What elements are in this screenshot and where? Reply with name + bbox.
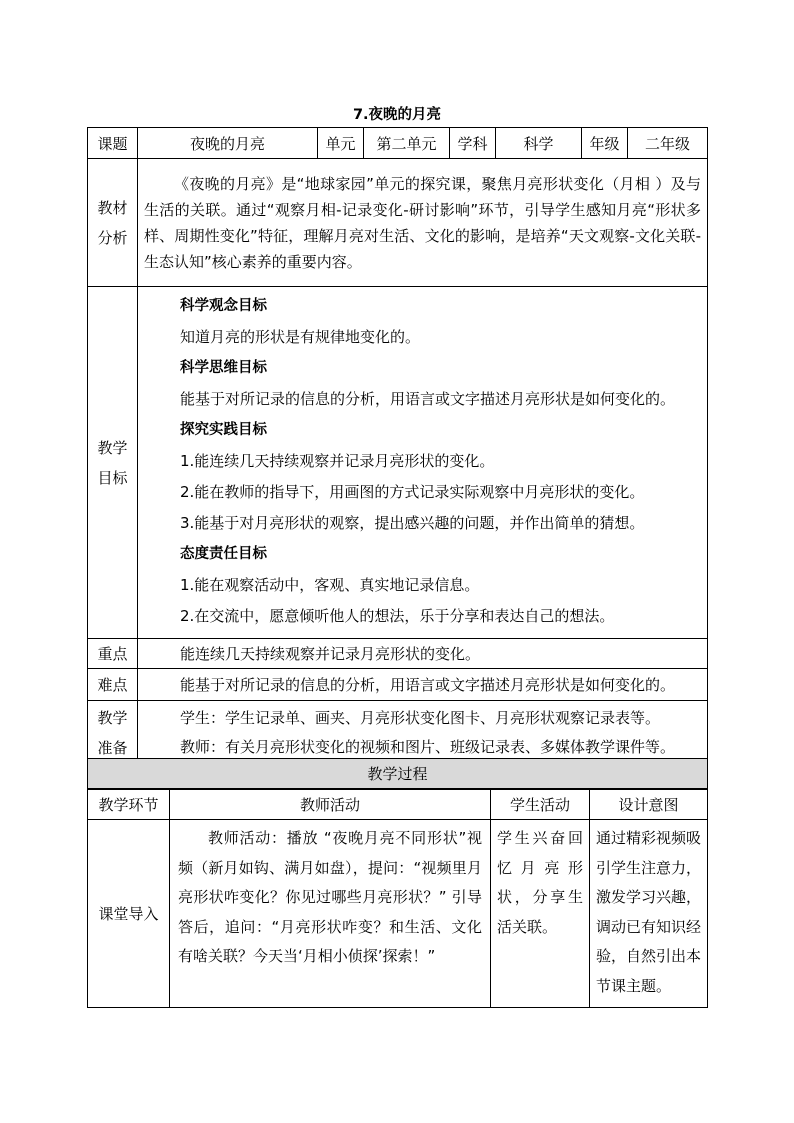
topic-label: 课题 [88,128,138,159]
page-title: 7.夜晚的月亮 [352,107,442,123]
preparation-teacher: 教师：有关月亮形状变化的视频和图片、班级记录表、多媒体教学课件等。 [180,737,676,756]
subject-label: 学科 [450,128,496,159]
header-row [88,128,708,159]
topic-value: 夜晚的月亮 [138,128,318,159]
difficulty-text: 能基于对所记录的信息的分析，用语言或文字描述月亮形状是如何变化的。 [138,669,708,701]
attitude-goal-item: 2.在交流中，愿意倾听他人的想法，乐于分享和表达自己的想法。 [180,607,615,625]
preparation-label [88,701,138,765]
grade-value: 二年级 [628,128,708,159]
attitude-goal-item: 1.能在观察活动中，客观、真实地记录信息。 [180,576,480,594]
practice-goal-item: 2.能在教师的指导下，用画图的方式记录实际观察中月亮形状的变化。 [180,483,645,501]
stage-cell: 课堂导入 [88,820,170,1008]
practice-goal-item: 1.能连续几天持续观察并记录月亮形状的变化。 [180,452,495,470]
concept-goal-heading: 科学观念目标 [180,298,267,314]
goals-label-line-2: 目标 [97,468,128,487]
analysis-label-line-1: 教材 [97,198,128,217]
process-row [88,820,708,1008]
unit-value: 第二单元 [364,128,450,159]
preparation-label-line-2: 准备 [97,738,128,757]
key-point-text: 能连续几天持续观察并记录月亮形状的变化。 [138,639,708,669]
col-stage-header: 教学环节 [88,790,170,820]
key-point-row [88,639,708,669]
practice-goal-item: 3.能基于对月亮形状的观察，提出感兴趣的问题，并作出简单的猜想。 [180,514,645,532]
analysis-label-line-2: 分析 [97,228,128,247]
thinking-goal-item: 能基于对所记录的信息的分析，用语言或文字描述月亮形状是如何变化的。 [180,390,676,408]
col-student-header: 学生活动 [491,790,590,820]
process-heading: 教学过程 [88,759,708,789]
preparation-label-line-1: 教学 [97,708,128,727]
col-intent-header: 设计意图 [590,790,708,820]
subject-value: 科学 [496,128,582,159]
teaching-process-table [87,758,708,789]
process-column-header-row [88,790,708,820]
goals-row [88,287,708,639]
goals-label-line-1: 教学 [97,438,128,457]
goals-label [88,287,138,639]
goals-content [138,287,708,639]
concept-goal-item: 知道月亮的形状是有规律地变化的。 [180,328,421,346]
attitude-goal-heading: 态度责任目标 [180,546,267,562]
difficulty-label: 难点 [88,669,138,701]
analysis-text: 《夜晚的月亮》是“地球家园”单元的探究课，聚焦月亮形状变化（月相 ）及与生活的关联。通过“观察月相-记录变化-研讨影响”环节，引导学生感知月亮“形状多样、周期性变化”特征，理解月亮对生活、文化的影响，是培养“天文观察-文化关联-生态认知”核心素养的重要内容。 [138,159,708,287]
analysis-row [88,159,708,287]
preparation-students: 学生：学生记录单、画夹、月亮形状变化图卡、月亮形状观察记录表等。 [180,708,661,727]
process-columns-table [87,789,708,1008]
key-point-label: 重点 [88,639,138,669]
design-intent-cell: 通过精彩视频吸引学生注意力，激发学习兴趣，调动已有知识经验，自然引出本节课主题。 [590,820,708,1008]
analysis-label [88,159,138,287]
col-teacher-header: 教师活动 [170,790,491,820]
preparation-content [138,701,708,765]
difficulty-row [88,669,708,701]
teacher-activity-cell: 教师活动：播放 “夜晚月亮不同形状”视频（新月如钩、满月如盘），提问：“视频里月亮形状咋变化？你见过哪些月亮形状？” 引导答后，追问：“月亮形状咋变？和生活、文化有啥关联？今天当‘月相小侦探’探索！” [170,820,491,1008]
student-activity-cell: 学生兴奋回忆月亮形状，分享生活关联。 [491,820,590,1008]
thinking-goal-heading: 科学思维目标 [180,360,267,376]
unit-label: 单元 [318,128,364,159]
practice-goal-heading: 探究实践目标 [180,422,267,438]
preparation-row [88,701,708,765]
grade-label: 年级 [582,128,628,159]
lesson-info-table [87,127,708,765]
process-heading-row [88,759,708,789]
